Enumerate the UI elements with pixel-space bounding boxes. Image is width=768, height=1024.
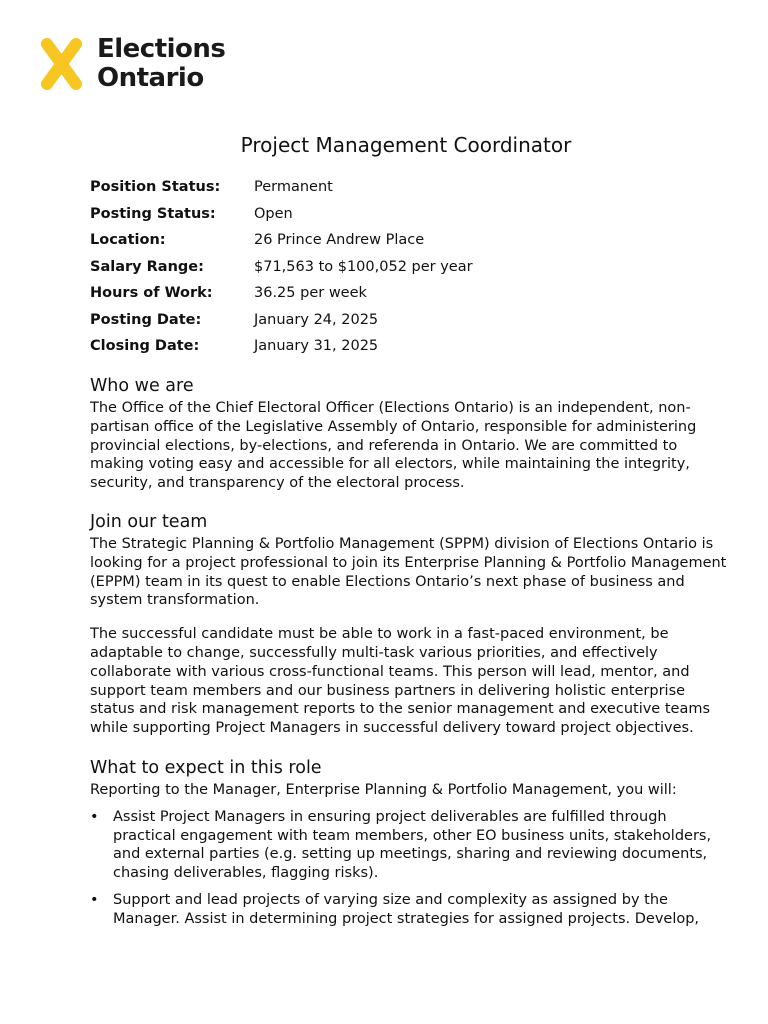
section-who-we-are (90, 374, 730, 493)
section-join-our-team (90, 510, 730, 738)
job-details-table (90, 174, 730, 360)
section-what-to-expect (90, 756, 730, 929)
detail-value: January 31, 2025 (254, 338, 379, 355)
section-heading: Who we are (90, 376, 194, 396)
detail-value: January 24, 2025 (254, 311, 379, 328)
list-item: • Support and lead projects of varying size and complexity as assigned by the Manager. Assist in determining project strategies for assigned projects. Develop, (90, 891, 730, 929)
detail-label: Position Status: (90, 179, 221, 196)
detail-value: 36.25 per week (254, 285, 367, 302)
detail-label: Closing Date: (90, 338, 200, 355)
detail-label: Posting Status: (90, 205, 216, 222)
detail-value: Open (254, 205, 293, 222)
detail-label: Salary Range: (90, 258, 204, 275)
logo-line-1: Elections (97, 34, 226, 64)
detail-row-location (90, 227, 730, 254)
detail-label: Posting Date: (90, 311, 202, 328)
detail-row-posting-status (90, 201, 730, 228)
page-title: Project Management Coordinator (240, 133, 572, 157)
detail-label: Hours of Work: (90, 285, 213, 302)
detail-row-posting-date (90, 307, 730, 334)
list-item: • Assist Project Managers in ensuring project deliverables are fulfilled through practical engagement with team members, other EO business units, stakeholders, and external parties (e.g. setting up meetings, sharing and reviewing documents, chasing deliverables, flagging risks). (90, 808, 730, 883)
logo-line-2: Ontario (97, 63, 204, 93)
section-heading: Join our team (90, 511, 208, 532)
section-heading: What to expect in this role (90, 757, 322, 778)
detail-row-closing-date (90, 333, 730, 360)
detail-label: Location: (90, 232, 166, 249)
detail-row-position-status (90, 174, 730, 201)
elections-ontario-logo (39, 34, 226, 93)
paragraph: The Strategic Planning & Portfolio Management (SPPM) division of Elections Ontario is looking for a project professional to join its Enterprise Planning & Portfolio Management (EPPM) team in its quest to enable Elections Ontario’s next phase of business and system transformation. (90, 535, 727, 609)
section-intro: Reporting to the Manager, Enterprise Planning & Portfolio Management, you will: (90, 781, 677, 798)
responsibilities-list (90, 808, 730, 929)
detail-value: 26 Prince Andrew Place (254, 232, 425, 249)
detail-value: $71,563 to $100,052 per year (254, 258, 473, 275)
job-description (90, 374, 730, 947)
detail-value: Permanent (254, 179, 333, 196)
paragraph: The Office of the Chief Electoral Officer (Elections Ontario) is an independent, non-partisan office of the Legislative Assembly of Ontario, responsible for administering provincial elections, by-elections, and referenda in Ontario. We are committed to making voting easy and accessible for all electors, while maintaining the integrity, security, and transparency of the electoral process. (90, 400, 697, 492)
detail-row-salary-range (90, 254, 730, 281)
x-logo-mark-icon (39, 37, 84, 91)
logo-wordmark (97, 35, 225, 93)
paragraph: The successful candidate must be able to work in a fast-paced environment, be adaptable to change, successfully multi-task various priorities, and effectively collaborate with various cross-functional teams. This person will lead, mentor, and support team members and our business partners in delivering holistic enterprise status and risk management reports to the senior management and executive teams while supporting Project Managers in successful delivery toward project objectives. (90, 626, 711, 737)
detail-row-hours-of-work (90, 280, 730, 307)
